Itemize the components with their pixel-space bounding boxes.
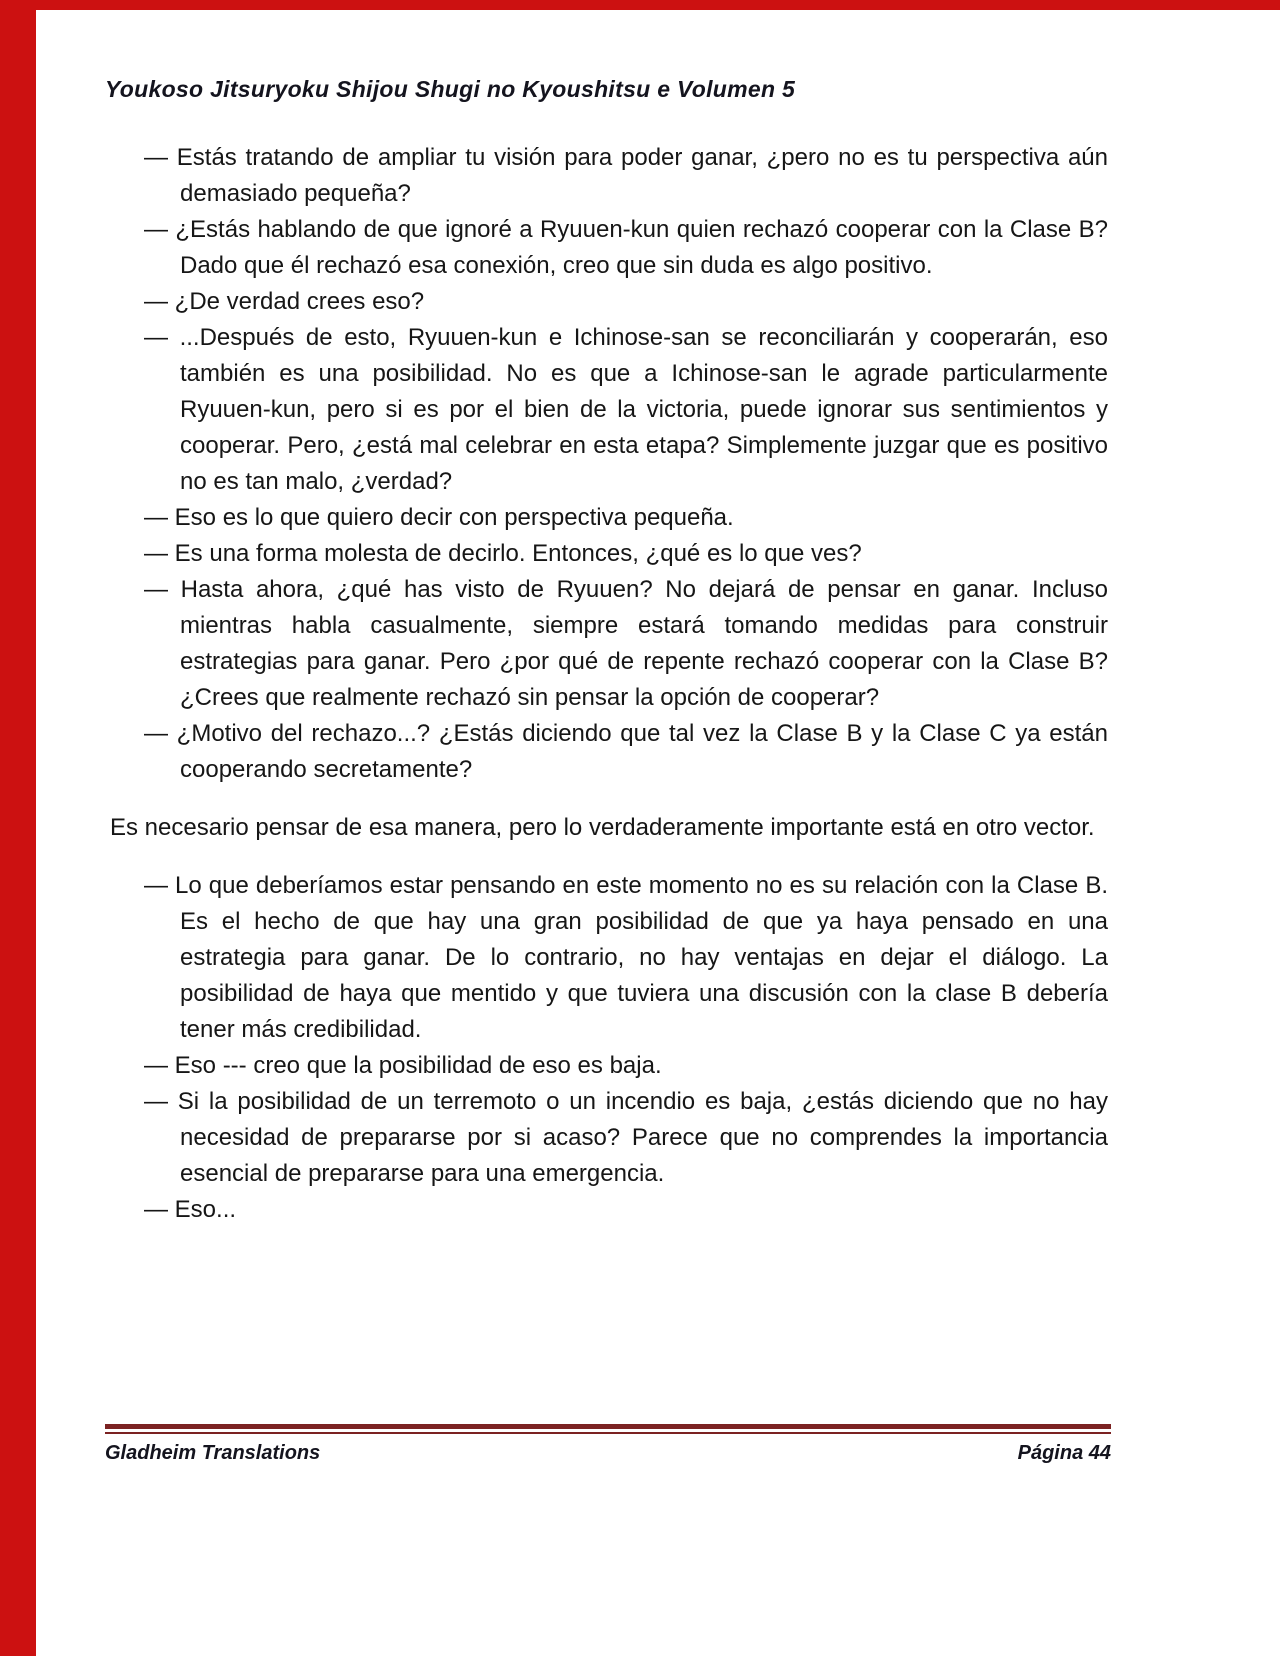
header-title: Youkoso Jitsuryoku Shijou Shugi no Kyoushitsu e Volumen 5 xyxy=(105,76,796,102)
dialogue-paragraph: — ¿De verdad crees eso? xyxy=(144,288,425,315)
narration-paragraph: Es necesario pensar de esa manera, pero lo verdaderamente importante está en otro vector. xyxy=(110,814,1095,841)
footer-translator: Gladheim Translations xyxy=(105,1442,321,1464)
footer-page-number: Página 44 xyxy=(1017,1442,1111,1464)
footer-rule xyxy=(105,1424,1111,1434)
dialogue-paragraph: — Si la posibilidad de un terremoto o un incendio es baja, ¿estás diciendo que no hay necesidad de prepararse por si acaso? Parece que no comprendes la importancia esencial de prepararse para una emergencia. xyxy=(144,1088,1108,1187)
dialogue-paragraph: — ¿Estás hablando de que ignoré a Ryuuen-kun quien rechazó cooperar con la Clase B? Dado que él rechazó esa conexión, creo que sin duda es algo positivo. xyxy=(144,216,1108,279)
dialogue-paragraph: — Eso --- creo que la posibilidad de eso es baja. xyxy=(144,1052,662,1079)
dialogue-paragraph: — ¿Motivo del rechazo...? ¿Estás diciendo que tal vez la Clase B y la Clase C ya están cooperando secretamente? xyxy=(144,720,1108,783)
dialogue-paragraph: — Es una forma molesta de decirlo. Entonces, ¿qué es lo que ves? xyxy=(144,540,862,567)
top-border-bar xyxy=(0,0,1280,10)
document-body xyxy=(110,140,1108,1228)
dialogue-paragraph: — Lo que deberíamos estar pensando en este momento no es su relación con la Clase B. Es el hecho de que hay una gran posibilidad de que ya haya pensado en una estrategia para ganar. De lo contrario, no hay ventajas en dejar el diálogo. La posibilidad de haya que mentido y que tuviera una discusión con la clase B debería tener más credibilidad. xyxy=(144,872,1108,1043)
page-header xyxy=(105,76,1115,103)
dialogue-paragraph: — Eso... xyxy=(144,1196,237,1223)
dialogue-paragraph: — ...Después de esto, Ryuuen-kun e Ichinose-san se reconciliarán y cooperarán, eso también es una posibilidad. No es que a Ichinose-san le agrade particularmente Ryuuen-kun, pero si es por el bien de la victoria, puede ignorar sus sentimientos y cooperar. Pero, ¿está mal celebrar en esta etapa? Simplemente juzgar que es positivo no es tan malo, ¿verdad? xyxy=(144,324,1108,495)
footer-row xyxy=(105,1442,1111,1465)
dialogue-paragraph: — Eso es lo que quiero decir con perspectiva pequeña. xyxy=(144,504,734,531)
left-border-bar xyxy=(0,0,36,1656)
page-footer xyxy=(105,1424,1111,1465)
dialogue-paragraph: — Estás tratando de ampliar tu visión para poder ganar, ¿pero no es tu perspectiva aún demasiado pequeña? xyxy=(144,144,1108,207)
dialogue-paragraph: — Hasta ahora, ¿qué has visto de Ryuuen? No dejará de pensar en ganar. Incluso mientras habla casualmente, siempre estará tomando medidas para construir estrategias para ganar. Pero ¿por qué de repente rechazó cooperar con la Clase B? ¿Crees que realmente rechazó sin pensar la opción de cooperar? xyxy=(144,576,1108,711)
